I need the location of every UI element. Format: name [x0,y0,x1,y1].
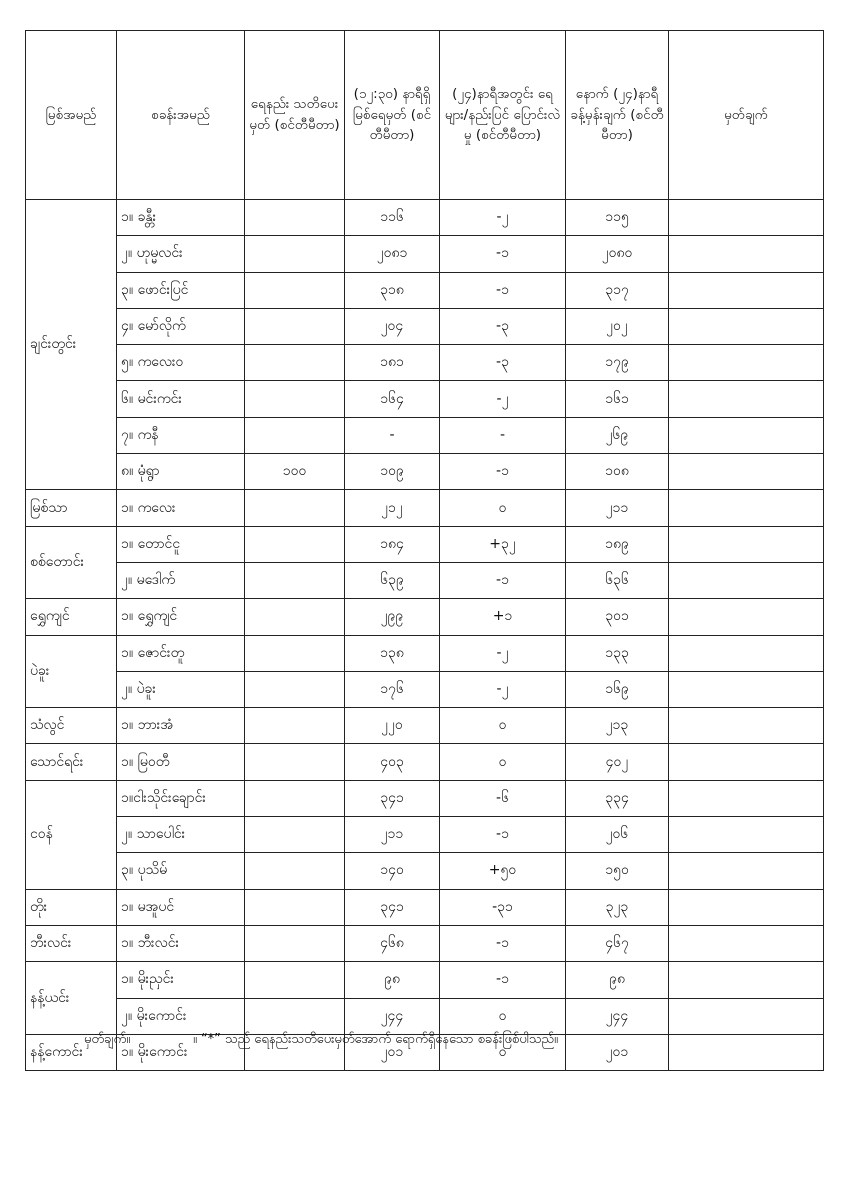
table-row [26,817,824,853]
remarks-cell [669,308,824,344]
change-cell: ၀ [440,1034,566,1070]
remarks-cell [669,708,824,744]
table-row [26,635,824,671]
change-cell: +၁ [440,599,566,635]
forecast-cell: ၁၆၉ [566,671,669,707]
header-station-name: စခန်းအမည် [117,31,245,200]
water-level-cell: ၄၆၈ [345,925,440,961]
water-level-cell: ၉၈ [345,962,440,998]
table-row [26,853,824,889]
change-cell: -၁ [440,454,566,490]
station-name-cell: ၁။ ဘားအံ [117,708,245,744]
low-warning-cell [245,671,345,707]
remarks-cell [669,599,824,635]
remarks-cell [669,998,824,1034]
water-level-cell: ၂၉၉ [345,599,440,635]
remarks-cell [669,236,824,272]
table-row [26,454,824,490]
water-level-cell: ၃၄၁ [345,889,440,925]
river-name-cell: နန့်ယင်း [26,962,117,1035]
water-level-cell: ၄၀၃ [345,744,440,780]
change-cell: -၂ [440,671,566,707]
remarks-cell [669,671,824,707]
low-warning-cell [245,236,345,272]
low-warning-cell [245,817,345,853]
change-cell: -၁ [440,272,566,308]
header-low-warning-level: ရေနည်း သတိပေးမှတ် (စင်တီမီတာ) [245,31,345,200]
forecast-cell: ၁၃၃ [566,635,669,671]
station-name-cell: ၆။ မင်းကင်း [117,381,245,417]
footnote [84,1031,558,1050]
water-level-cell: ၂၀၄ [345,308,440,344]
change-cell: -၂ [440,200,566,236]
table-row [26,889,824,925]
forecast-cell: ၂၀၁ [566,1034,669,1070]
forecast-cell: ၉၈ [566,962,669,998]
low-warning-cell [245,526,345,562]
river-name-cell: နန့်ကောင်း [26,1034,117,1070]
forecast-cell: ၁၇၉ [566,345,669,381]
station-name-cell: ၁။ မိုးညှင်း [117,962,245,998]
river-name-cell: သံလွင် [26,708,117,744]
change-cell: -၁ [440,962,566,998]
table-row [26,236,824,272]
table-row [26,744,824,780]
change-cell: +၅၀ [440,853,566,889]
low-warning-cell [245,744,345,780]
table-row [26,272,824,308]
low-warning-cell [245,490,345,526]
change-cell: -၃၁ [440,889,566,925]
table-row [26,526,824,562]
water-level-cell: ၂၁၁ [345,817,440,853]
water-level-cell: ၂၀၈၁ [345,236,440,272]
table-row [26,200,824,236]
remarks-cell [669,744,824,780]
river-name-cell: ရွှေကျင် [26,599,117,635]
water-level-cell: ၂၁၂ [345,490,440,526]
remarks-cell [669,200,824,236]
river-name-cell: ချင်းတွင်း [26,200,117,490]
low-warning-cell [245,780,345,816]
forecast-cell: ၁၆၁ [566,381,669,417]
header-river-name: မြစ်အမည် [26,31,117,200]
forecast-cell: ၃၃၄ [566,780,669,816]
remarks-cell [669,962,824,998]
forecast-cell: ၂၆၉ [566,417,669,453]
footnote-label: မှတ်ချက်။ [84,1032,131,1047]
forecast-cell: ၄၀၂ [566,744,669,780]
change-cell: ၀ [440,490,566,526]
forecast-cell: ၂၄၄ [566,998,669,1034]
forecast-cell: ၂၀၆ [566,817,669,853]
station-name-cell: ၅။ ကလေးဝ [117,345,245,381]
river-name-cell: မြစ်သာ [26,490,117,526]
table-row [26,381,824,417]
water-level-cell: ၁၄၀ [345,853,440,889]
remarks-cell [669,780,824,816]
water-level-cell: ၁၁၆ [345,200,440,236]
water-level-cell: ၂၀၁ [345,1034,440,1070]
water-level-cell: ၆၃၉ [345,562,440,598]
table-row [26,671,824,707]
remarks-cell [669,889,824,925]
station-name-cell: ၁။ငါးသိုင်းချောင်း [117,780,245,816]
remarks-cell [669,853,824,889]
change-cell: -၃ [440,345,566,381]
water-level-cell: ၁၆၄ [345,381,440,417]
station-name-cell: ၂။ မဒေါက် [117,562,245,598]
water-level-cell: - [345,417,440,453]
header-row [26,31,824,200]
change-cell: -၁ [440,817,566,853]
water-level-table [25,30,824,1071]
low-warning-cell [245,998,345,1034]
table-row [26,562,824,598]
river-name-cell: ငဝန် [26,780,117,889]
change-cell: - [440,417,566,453]
low-warning-cell [245,562,345,598]
table-row [26,925,824,961]
water-level-cell: ၂၂၀ [345,708,440,744]
low-warning-cell: ၁၀၀ [245,454,345,490]
change-cell: -၁ [440,562,566,598]
station-name-cell: ၁။ ကလေး [117,490,245,526]
station-name-cell: ၂။ မိုးကောင်း [117,998,245,1034]
station-name-cell: ၂။ ဟုမ္မလင်း [117,236,245,272]
change-cell: -၁ [440,925,566,961]
station-name-cell: ၃။ ဖောင်းပြင် [117,272,245,308]
water-level-cell: ၂၄၄ [345,998,440,1034]
low-warning-cell [245,345,345,381]
low-warning-cell [245,853,345,889]
table-row [26,490,824,526]
water-level-cell: ၁၀၉ [345,454,440,490]
low-warning-cell [245,417,345,453]
water-level-cell: ၁၈၁ [345,345,440,381]
forecast-cell: ၃၀၁ [566,599,669,635]
remarks-cell [669,635,824,671]
change-cell: -၆ [440,780,566,816]
forecast-cell: ၂၁၁ [566,490,669,526]
low-warning-cell [245,708,345,744]
table-row [26,599,824,635]
river-name-cell: ပဲခူး [26,635,117,708]
change-cell: -၂ [440,635,566,671]
station-name-cell: ၁။ ဘီးလင်း [117,925,245,961]
change-cell: -၃ [440,308,566,344]
forecast-cell: ၄၆၇ [566,925,669,961]
header-next-24h-forecast: နောက် (၂၄)နာရီ ခန့်မှန်းချက် (စင်တီမီတာ) [566,31,669,200]
remarks-cell [669,817,824,853]
forecast-cell: ၁၅၀ [566,853,669,889]
footnote-text: “*” သည် ရေနည်းသတိပေးမှတ်အောက် ရောက်ရှိနေသော စခန်းဖြစ်ပါသည်။ [200,1032,558,1047]
low-warning-cell [245,599,345,635]
forecast-cell: ၁၀၈ [566,454,669,490]
station-name-cell: ၇။ ကနီ [117,417,245,453]
river-name-cell: ဘီးလင်း [26,925,117,961]
table-row [26,308,824,344]
station-name-cell: ၁။ မြဝတီ [117,744,245,780]
remarks-cell [669,345,824,381]
forecast-cell: ၂၀၈၀ [566,236,669,272]
river-name-cell: စစ်တောင်း [26,526,117,599]
remarks-cell [669,417,824,453]
water-level-cell: ၁၈၄ [345,526,440,562]
change-cell: ၀ [440,708,566,744]
remarks-cell [669,562,824,598]
station-name-cell: ၁။ တောင်ငူ [117,526,245,562]
change-cell: +၃၂ [440,526,566,562]
station-name-cell: ၄။ မော်လိုက် [117,308,245,344]
station-name-cell: ၃။ ပုသိမ် [117,853,245,889]
station-name-cell: ၁။ မအူပင် [117,889,245,925]
station-name-cell: ၁။ ရွှေကျင် [117,599,245,635]
table-row [26,962,824,998]
station-name-cell: ၁။ ဇောင်းတူ [117,635,245,671]
table-row [26,708,824,744]
low-warning-cell [245,272,345,308]
remarks-cell [669,1034,824,1070]
water-level-cell: ၁၃၈ [345,635,440,671]
remarks-cell [669,454,824,490]
river-name-cell: သောင်ရင်း [26,744,117,780]
change-cell: -၁ [440,236,566,272]
station-name-cell: ၈။ မုံရွာ [117,454,245,490]
forecast-cell: ၃၁၇ [566,272,669,308]
low-warning-cell [245,925,345,961]
remarks-cell [669,272,824,308]
remarks-cell [669,381,824,417]
forecast-cell: ၃၂၃ [566,889,669,925]
low-warning-cell [245,889,345,925]
change-cell: ၀ [440,998,566,1034]
header-current-water-level: (၁၂:၃၀) နာရီရှိ မြစ်ရေမှတ် (စင်တီမီတာ) [345,31,440,200]
footnote-separator: ။ [193,1032,197,1047]
header-24h-change: (၂၄)နာရီအတွင်း ရေများ/နည်းပြင် ပြောင်းလဲမှု (စင်တီမီတာ) [440,31,566,200]
low-warning-cell [245,635,345,671]
header-remarks: မှတ်ချက် [669,31,824,200]
water-level-cell: ၁၇၆ [345,671,440,707]
change-cell: -၂ [440,381,566,417]
forecast-cell: ၂၁၃ [566,708,669,744]
low-warning-cell [245,200,345,236]
station-name-cell: ၁။ ခန္တီး [117,200,245,236]
station-name-cell: ၂။ ပဲခူး [117,671,245,707]
remarks-cell [669,490,824,526]
remarks-cell [669,526,824,562]
low-warning-cell [245,381,345,417]
low-warning-cell [245,962,345,998]
low-warning-cell [245,308,345,344]
remarks-cell [669,925,824,961]
forecast-cell: ၆၃၆ [566,562,669,598]
table-row [26,780,824,816]
table-row [26,345,824,381]
water-level-cell: ၃၁၈ [345,272,440,308]
water-level-cell: ၃၄၁ [345,780,440,816]
station-name-cell: ၂။ သာပေါင်း [117,817,245,853]
table-row [26,998,824,1034]
river-name-cell: တိုး [26,889,117,925]
station-name-cell: ၁။ မိုးကောင်း [117,1034,245,1070]
change-cell: ၀ [440,744,566,780]
forecast-cell: ၂၀၂ [566,308,669,344]
forecast-cell: ၁၈၉ [566,526,669,562]
table-row [26,417,824,453]
forecast-cell: ၁၁၅ [566,200,669,236]
